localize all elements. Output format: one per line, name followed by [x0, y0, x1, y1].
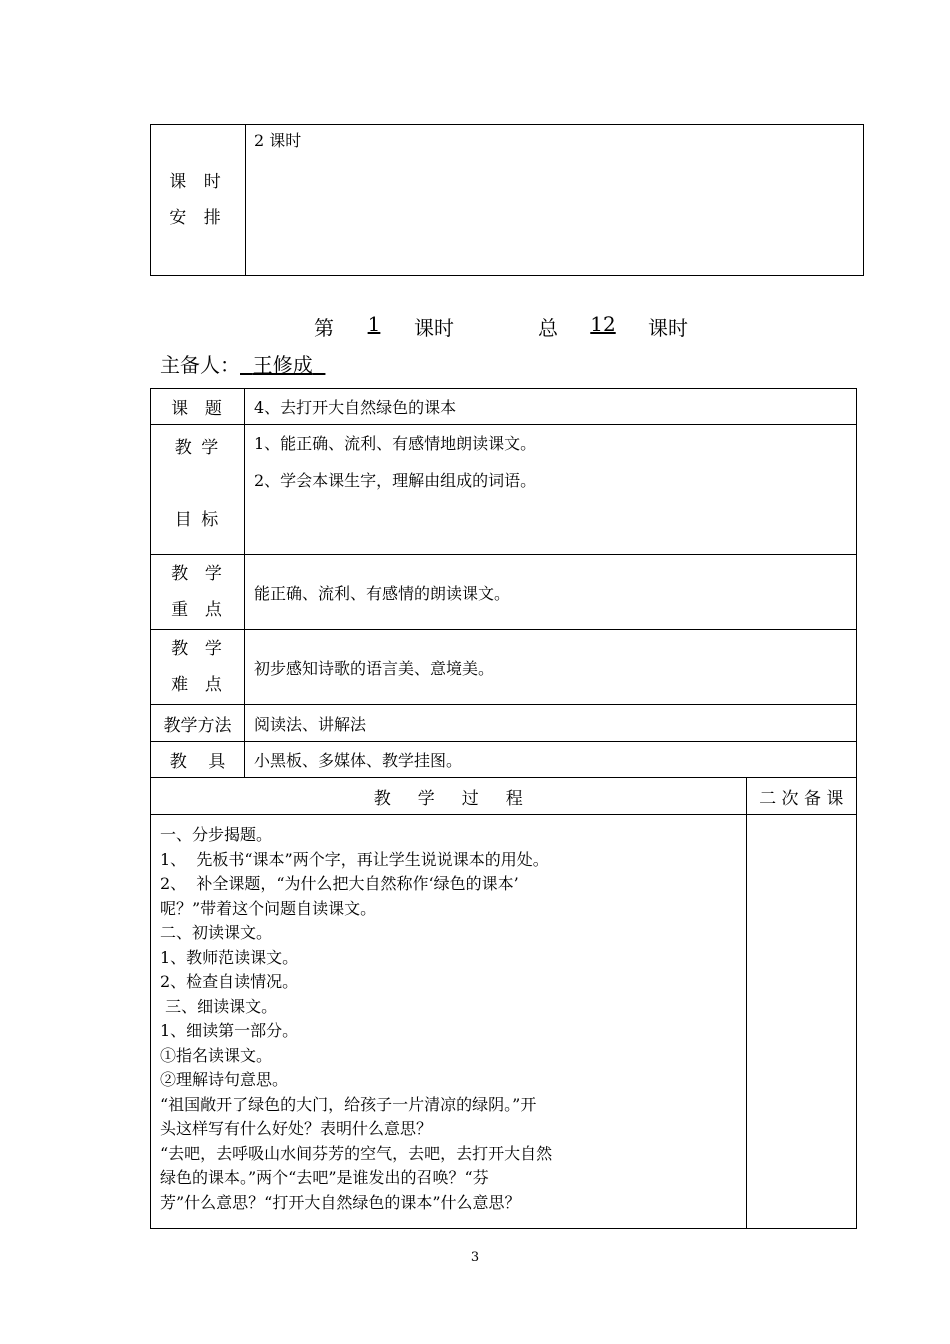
process-line: 1、教师范读课文。: [160, 947, 299, 967]
process-line: “去吧，去呼吸山水间芬芳的空气，去吧，去打开大自然: [160, 1143, 553, 1163]
second-prep-header: 二 次 备 课: [746, 778, 856, 815]
key-label-line1: 教 学: [171, 564, 224, 584]
process-line: 2、检查自读情况。: [160, 972, 299, 991]
total-number: 12: [590, 312, 616, 336]
preparer-line: [160, 349, 325, 378]
goal-label-cell: [151, 425, 245, 555]
lesson-prefix: 第: [314, 316, 334, 340]
lesson-unit: 课时: [414, 316, 454, 340]
difficulty-label-cell: [151, 630, 245, 705]
total-prefix: 总: [538, 316, 558, 340]
tools-value: 小黑板、多媒体、教学挂图。: [245, 742, 857, 778]
process-line: 二、初读课文。: [160, 923, 273, 942]
method-label: 教学方法: [151, 705, 245, 742]
lesson-plan-table: [150, 388, 857, 1229]
process-line: 一、分步揭题。: [160, 825, 273, 844]
preparer-name: 王修成: [252, 353, 313, 377]
arrangement-value: 2 课时: [246, 125, 864, 276]
total-unit: 课时: [648, 316, 688, 340]
title-value: 4、去打开大自然绿色的课本: [245, 389, 857, 425]
process-line: 芳”什么意思？“打开大自然绿色的课本”什么意思？: [160, 1192, 521, 1212]
goal-label-line2: 目 标: [174, 510, 221, 530]
second-prep-content: [746, 815, 856, 1229]
process-line: 2、 补全课题，“为什么把大自然称作‘绿色的课本’: [160, 874, 519, 893]
goal-item-1: 1、能正确、流利、有感情地朗读课文。: [254, 434, 537, 453]
difficulty-label-line2: 难 点: [171, 675, 224, 695]
difficulty-label-line1: 教 学: [171, 639, 224, 659]
arrangement-label-line1: 课 时: [169, 172, 227, 192]
difficulty-value: 初步感知诗歌的语言美、意境美。: [245, 630, 857, 705]
method-value: 阅读法、讲解法: [245, 705, 857, 742]
arrangement-label-cell: [151, 125, 246, 276]
process-line: 1、 先板书“课本”两个字，再让学生说说课本的用处。: [160, 849, 549, 869]
page-number: 3: [470, 1250, 480, 1265]
goal-value-cell: [245, 425, 857, 555]
goal-item-2: 2、学会本课生字，理解由组成的词语。: [254, 471, 537, 490]
lesson-number: 1: [367, 312, 381, 336]
process-line: “祖国敞开了绿色的大门，给孩子一片清凉的绿阴。”开: [160, 1094, 537, 1114]
process-line: 三、细读课文。: [160, 996, 278, 1016]
lesson-arrangement-table: [150, 124, 864, 276]
key-value: 能正确、流利、有感情的朗读课文。: [245, 555, 857, 630]
goal-label-line1: 教 学: [174, 438, 221, 458]
process-line: 1、细读第一部分。: [160, 1021, 299, 1040]
process-line: ②理解诗句意思。: [160, 1070, 289, 1089]
tools-label: 教 具: [151, 742, 245, 778]
key-label-line2: 重 点: [171, 600, 224, 620]
title-label: 课 题: [151, 389, 245, 425]
arrangement-label-line2: 安 排: [169, 208, 227, 228]
process-line: 绿色的课本。”两个“去吧”是谁发出的召唤？“芬: [160, 1168, 489, 1187]
process-line: 头这样写有什么好处？表明什么意思？: [160, 1119, 433, 1138]
process-line: 呢？”带着这个问题自读课文。: [160, 898, 377, 918]
process-line: ①指名读课文。: [160, 1045, 273, 1065]
process-header: 教 学 过 程: [151, 778, 747, 815]
process-content: [151, 815, 747, 1229]
preparer-label: 主备人：: [160, 353, 240, 377]
key-label-cell: [151, 555, 245, 630]
